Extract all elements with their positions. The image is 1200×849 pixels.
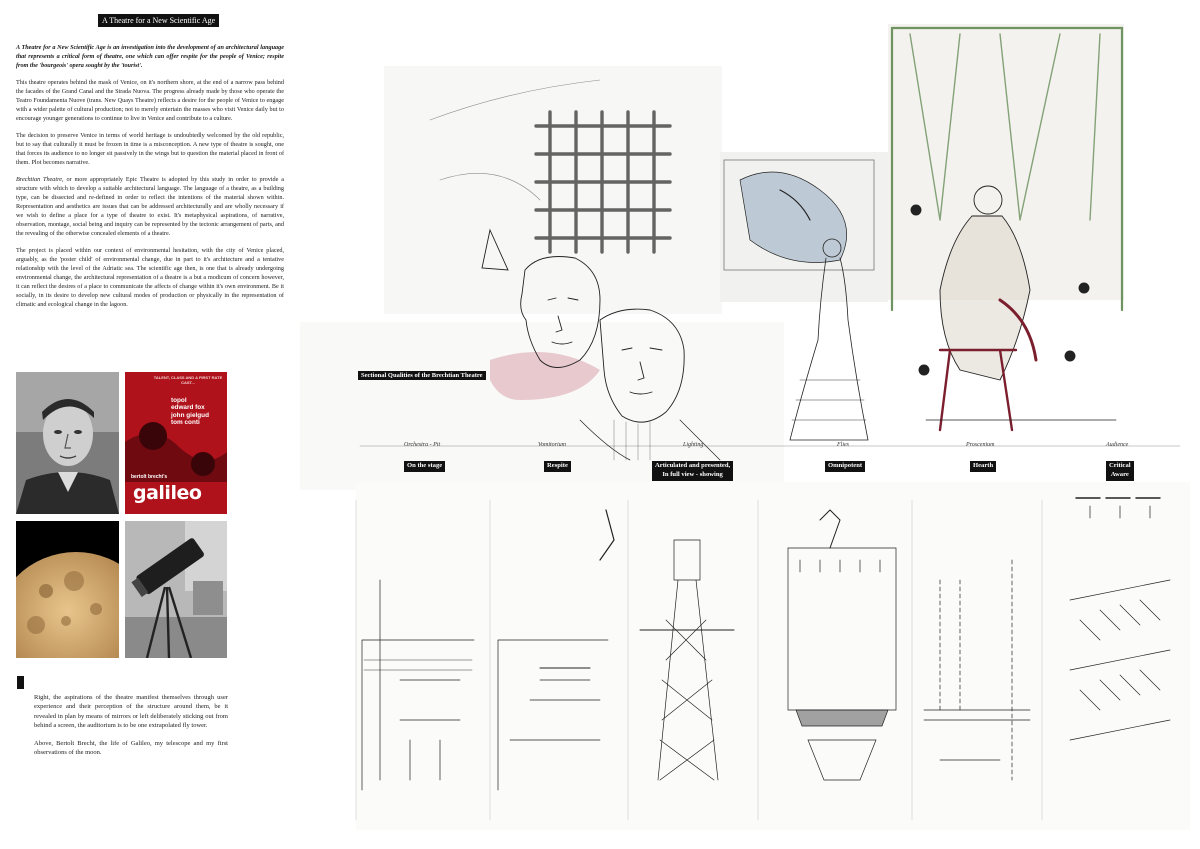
caption-paragraph-2: Above, Bertolt Brecht, the life of Galileo, my telescope and my first observations of the moon.: [34, 739, 228, 757]
section-title-label: Sectional Qualities of the Brechtian Theatre: [358, 371, 486, 380]
quality-label-hearth: Hearth: [970, 461, 996, 472]
poster-logo: galileo: [133, 482, 202, 504]
poster-brand: bertolt brecht's: [131, 474, 168, 480]
telescope-photo: [125, 521, 227, 658]
quality-label-critical-aware: Critical Aware: [1106, 461, 1134, 481]
intro-paragraph-2: The decision to preserve Venice in terms of world heritage is undoubtedly welcomed by the old republic, but to say that culturally it must be frozen in time is a misconception. A new type of theatre is sought, one that forces its audience to no longer sit passively in the wings but to question the material placed in front of them. Plot becomes narrative.: [16, 131, 284, 166]
north-arrow-icon: [17, 676, 24, 689]
intro-paragraph-3-body: or more appropriately Epic Theatre is adopted by this study in order to provide a structure with which to develop a suitable architectural language. The language of a theatre, as a building type, can be dissected and re-defined in order to reflect the intentions of the material shown within. Representation and aesthetics are issues that can be addressed architecturally and are wholly necessary if we wish to define a place for a type of theatre to exist. It's metaphysical aspirations, of narrative, observation, montage, social being and inquiry can be represented by the tectonic arrangement of parts, and the revealing of the otherwise concealed elements of a theatre.: [16, 175, 284, 237]
row-label-vomitorium: Vomitorium: [538, 442, 567, 448]
intro-lead: A Theatre for a New Scientific Age is an investigation into the development of an architectural language that represents a critical form of theatre, one which can offer respite for the people of Venice; respite from the 'bourgeois' opera sought by the 'tourist'.: [16, 44, 284, 69]
quality-label-omnipotent: Omnipotent: [825, 461, 865, 472]
intro-paragraph-1: This theatre operates behind the mask of Venice, on it's northern shore, at the end of a narrow pass behind the facades of the Grand Canal and the Strada Nuova. The progress already made by those who operate the Teatro Foundamenta Nuove (trans. New Quays Theatre) reflects a desire for the people of Venice to engage with a wider palette of cultural production; not to merely entertain the masses who visit Venice daily but to encourage younger generations to continue to live in Venice and contribute to a culture.: [16, 78, 284, 122]
poster-cast-1: topol: [171, 397, 187, 404]
caption-text: [34, 693, 228, 766]
galileo-poster-photo: [125, 372, 227, 514]
row-label-audience: Audience: [1106, 442, 1129, 448]
blue-wash-sketch: [724, 160, 874, 270]
quality-label-on-the-stage: On the stage: [404, 461, 445, 472]
grid-sketch: [536, 112, 670, 252]
poster-cast: [171, 397, 209, 426]
row-label-lighting: Lighting: [683, 442, 704, 448]
poster-cast-4: tom conti: [171, 419, 200, 427]
intro-paragraph-3-em: Brechtian Theatre,: [16, 175, 64, 183]
intro-paragraph-3: [16, 176, 284, 239]
caption-paragraph-1: Right, the aspirations of the theatre manifest themselves through user experience and their perception of the structure around them, be it revealed in plan by means of mirrors or left deliberately sticking out from behind a screen, the auditorium is to be one extrapolated fly tower.: [34, 694, 228, 730]
poster-cast-3: john gielgud: [171, 411, 209, 419]
poster-tagline: TALENT, CLASS AND A FIRST RATE CAST...: [153, 375, 223, 385]
faces-sketch: [490, 257, 720, 461]
seated-man-sketch: [911, 186, 1116, 430]
poster-cast-2: edward fox: [171, 404, 205, 412]
quality-label-respite: Respite: [544, 461, 571, 472]
row-label-flies: Flies: [837, 442, 849, 448]
section-drawings: [356, 498, 1170, 820]
row-label-proscenium: Proscenium: [966, 442, 995, 448]
drawing-sheet: [300, 20, 1190, 830]
sketch-drawing: [300, 20, 1190, 830]
quality-label-articulated: Articulated and presented, In full view - showing: [652, 461, 733, 481]
row-label-orchestra-pit: Orchestra - Pit: [404, 442, 441, 448]
board-title: A Theatre for a New Scientific Age: [98, 14, 219, 27]
standing-figure-sketch: [790, 239, 868, 440]
intro-text: [16, 44, 284, 318]
moon-photo: [16, 521, 119, 658]
brecht-portrait-photo: [16, 372, 119, 514]
intro-paragraph-4: The project is placed within our context of environmental hesitation, with the city of Venice placed, arguably, as the 'poster child' of environmental change, due in part to it's architecture and a tentative relationship with the level of the Adriatic sea. The scientific age then, is one that is already undergoing environmental change, the architectural representation of a theatre is a but a modicum of concern however, it can reflect the desires of a place to communicate the affects of change within it's own environment. Be it socially, in its desire to develop new cultural modes of production or physically in the representation of climatic and ecological change in the lagoon.: [16, 246, 284, 308]
